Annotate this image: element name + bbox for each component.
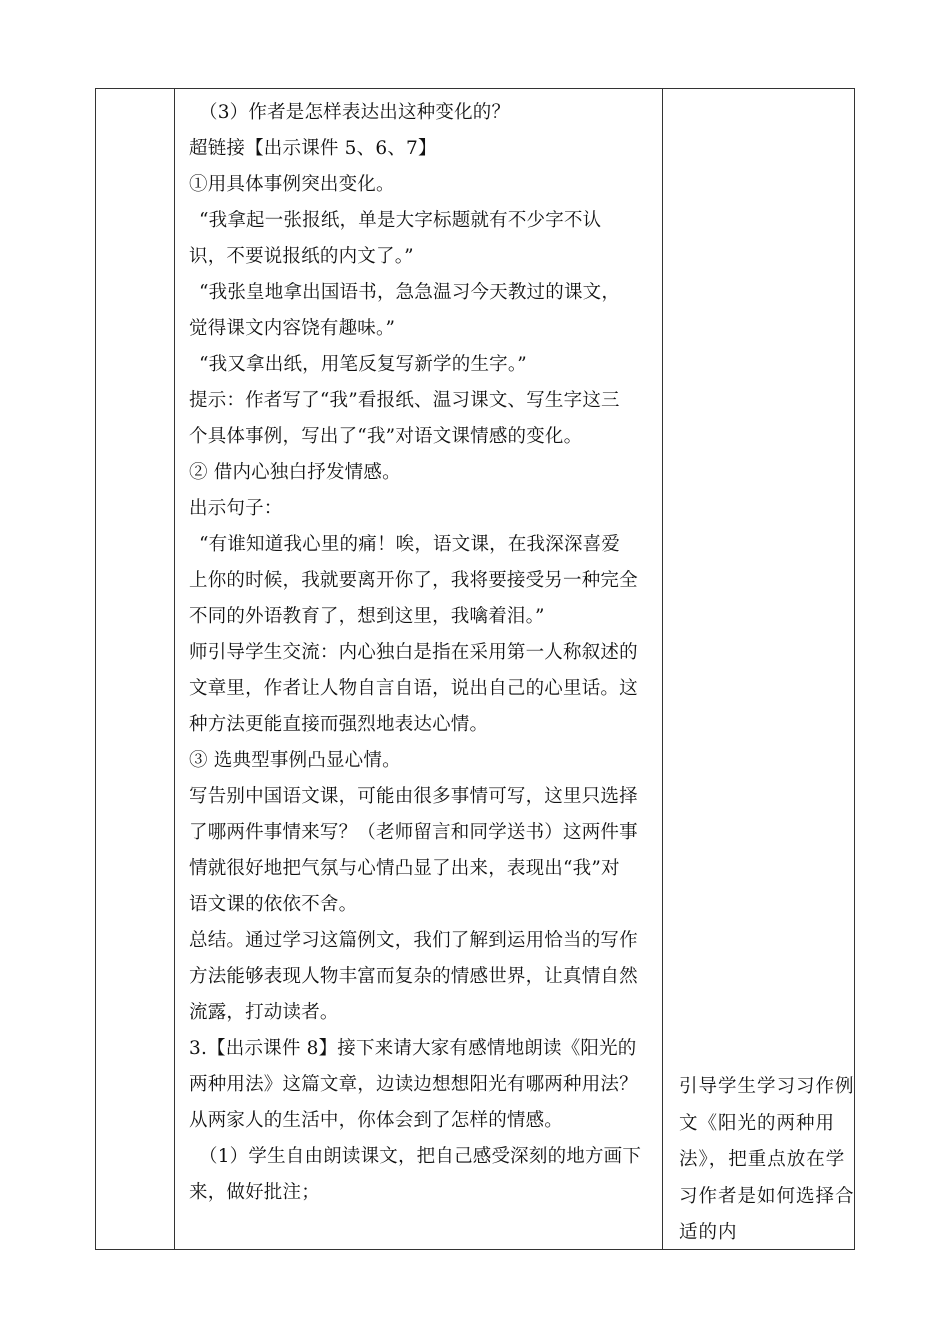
intent-line: 适的内 bbox=[679, 1222, 738, 1243]
content-line: 文章里，作者让人物自言自语，说出自己的心里话。这 bbox=[189, 678, 638, 699]
content-line: 种方法更能直接而强烈地表达心情。 bbox=[189, 714, 489, 735]
content-line: 上你的时候，我就要离开你了，我将要接受另一种完全 bbox=[189, 570, 638, 591]
content-line: 不同的外语教育了，想到这里，我噙着泪。” bbox=[189, 606, 545, 627]
intent-line: 习作者是如何选择合 bbox=[679, 1185, 855, 1207]
intent-line: 文《阳光的两种用 bbox=[679, 1112, 836, 1134]
content-line: ② 借内心独白抒发情感。 bbox=[189, 462, 401, 483]
content-line: 了哪两件事情来写？（老师留言和同学送书）这两件事 bbox=[189, 822, 638, 843]
content-line: 两种用法》这篇文章，边读边想想阳光有哪两种用法？ bbox=[189, 1074, 638, 1095]
content-line: 识，不要说报纸的内文了。” bbox=[189, 246, 414, 267]
content-line: 从两家人的生活中，你体会到了怎样的情感。 bbox=[189, 1110, 564, 1131]
content-line: “我又拿出纸，用笔反复写新学的生字。” bbox=[199, 354, 527, 375]
content-line: 语文课的依依不舍。 bbox=[189, 894, 358, 915]
content-line: 个具体事例，写出了“我”对语文课情感的变化。 bbox=[189, 426, 583, 447]
content-line: （3）作者是怎样表达出这种变化的？ bbox=[199, 102, 511, 123]
column-divider-1 bbox=[174, 89, 175, 1249]
content-line: “有谁知道我心里的痛！唉，语文课，在我深深喜爱 bbox=[199, 534, 621, 555]
content-line: 师引导学生交流：内心独白是指在采用第一人称叙述的 bbox=[189, 642, 638, 663]
content-line: 来，做好批注； bbox=[189, 1182, 320, 1203]
content-line: 提示：作者写了“我”看报纸、温习课文、写生字这三 bbox=[189, 390, 620, 411]
teaching-content-column bbox=[189, 95, 663, 1211]
content-line: 出示句子： bbox=[189, 498, 283, 519]
content-line: ③ 选典型事例凸显心情。 bbox=[189, 750, 401, 771]
content-line: 流露，打动读者。 bbox=[189, 1002, 339, 1023]
content-line: ①用具体事例突出变化。 bbox=[189, 174, 395, 195]
content-line: 超链接【出示课件 5、6、7】 bbox=[189, 138, 437, 159]
content-line: “我拿起一张报纸，单是大字标题就有不少字不认 bbox=[199, 210, 602, 231]
content-line: 总结。通过学习这篇例文，我们了解到运用恰当的写作 bbox=[189, 930, 638, 951]
intent-line: 引导学生学习习作例 bbox=[679, 1076, 855, 1097]
intent-line: 法》，把重点放在学 bbox=[679, 1149, 846, 1170]
content-line: 方法能够表现人物丰富而复杂的情感世界，让真情自然 bbox=[189, 966, 638, 987]
content-line: 觉得课文内容饶有趣味。” bbox=[189, 318, 396, 339]
left-empty-column bbox=[96, 89, 174, 1249]
content-line: “我张皇地拿出国语书，急急温习今天教过的课文， bbox=[199, 282, 621, 303]
design-intent-column bbox=[671, 1069, 855, 1252]
content-line: （1）学生自由朗读课文，把自己感受深刻的地方画下 bbox=[199, 1146, 642, 1167]
content-line: 3.【出示课件 8】接下来请大家有感情地朗读《阳光的 bbox=[189, 1038, 637, 1059]
content-line: 写告别中国语文课，可能由很多事情可写，这里只选择 bbox=[189, 786, 638, 807]
lesson-plan-table bbox=[95, 88, 855, 1250]
content-line: 情就很好地把气氛与心情凸显了出来，表现出“我”对 bbox=[189, 858, 620, 879]
